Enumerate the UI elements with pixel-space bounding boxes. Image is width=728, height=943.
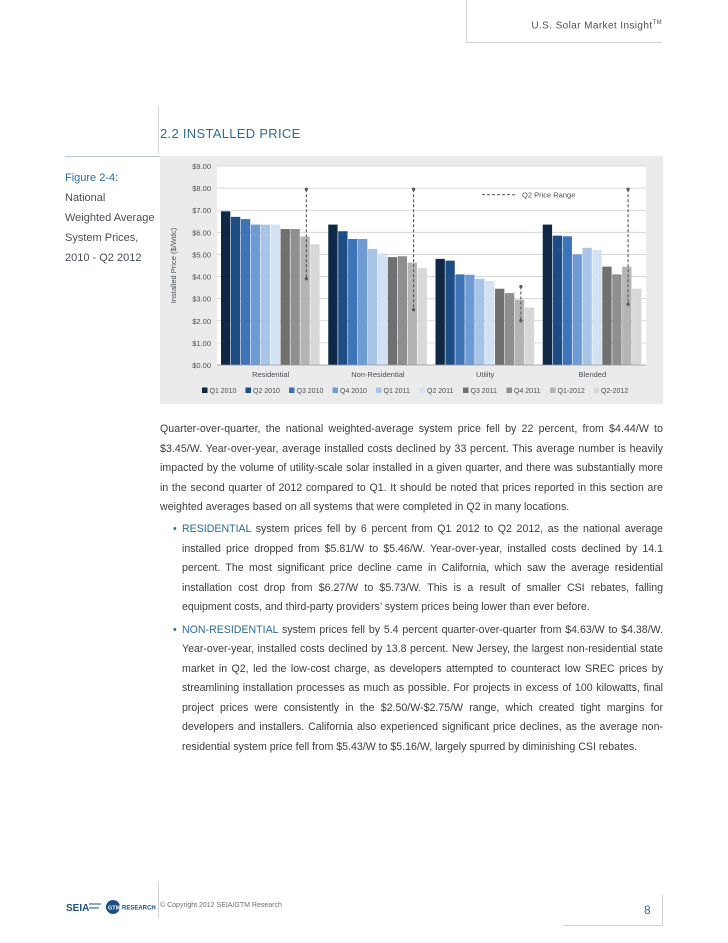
page-number-rule-horizontal (563, 925, 663, 926)
category-label: Non-Residential (351, 370, 405, 379)
page-number: 8 (644, 903, 651, 917)
legend-label: Q3 2010 (296, 388, 324, 395)
chart-panel (160, 156, 663, 404)
caption-line: Weighted Average (65, 212, 155, 224)
legend-swatch (289, 388, 295, 394)
gtm-research-logo (106, 899, 156, 920)
bar (251, 225, 260, 365)
legend-label: Q2 2011 (427, 388, 454, 395)
bar (495, 289, 504, 365)
legend-swatch (333, 388, 339, 394)
category-label: Utility (475, 370, 495, 379)
trademark-mark: TM (652, 20, 662, 26)
bullet-lead: NON-RESIDENTIAL (182, 623, 279, 636)
section-divider (158, 106, 159, 154)
y-tick-label: $1.00 (192, 338, 211, 348)
legend-swatch (463, 388, 469, 394)
section-title: 2.2 INSTALLED PRICE (160, 126, 301, 141)
y-tick-label: $9.00 (192, 162, 211, 171)
gtm-logo-text: RESEARCH (122, 905, 156, 912)
bar (310, 244, 319, 365)
y-tick-label: $5.00 (192, 250, 211, 260)
y-tick-label: $4.00 (192, 272, 211, 282)
y-tick-label: $8.00 (192, 184, 211, 194)
bullet-text: system prices fell by 6 percent from Q1 2012 to Q2 2012, as the national average installed price dropped from $5.81/W to $5.46/W. Year-over-year, installed costs declined by 14.1 percent. The most significant price decline came in California, which saw the average residential installation cost drop from $6.27/W to $5.73/W. This is a result of smaller CSI rebates, falling equipment costs, and third-party providers’ system prices being lower than ever before. (182, 523, 663, 613)
bar (485, 281, 494, 365)
bar (241, 219, 250, 365)
price-chart (160, 156, 663, 404)
bar (300, 237, 309, 365)
bullet-list (160, 520, 663, 760)
bar (445, 261, 454, 365)
bullet-text: system prices fell by 5.4 percent quarter-over-quarter from $4.63/W to $4.38/W. Year-over-year, installed costs declined by 13.8 percent. New Jersey, the largest non-residential state market in Q2, led the low-cost charge, as developers attempted to counteract low SREC prices by streamlining installation processes as much as possible. For projects in excess of 100 kilowatts, final project prices were consistently in the $2.50/W-$2.75/W range, which created tight margins for developers and installers. California also experienced significant price declines, as the average non-residential system price fell from $5.43/W to $5.16/W, largely spurred by diminishing CSI rebates. (182, 623, 663, 753)
y-tick-label: $3.00 (192, 294, 211, 304)
bar (622, 267, 631, 365)
category-label: Residential (252, 370, 290, 379)
seia-logo (65, 899, 103, 920)
bar (582, 248, 591, 365)
bar (573, 254, 582, 365)
bar (632, 289, 641, 365)
list-item (160, 520, 663, 618)
bar (465, 275, 474, 365)
bar (231, 217, 240, 365)
legend-swatch (550, 388, 556, 394)
price-range-high-marker (519, 285, 522, 288)
bar (602, 267, 611, 365)
seia-logo-text: SEIA (66, 903, 90, 914)
y-tick-label: $2.00 (192, 316, 211, 326)
bar (398, 256, 407, 365)
header-divider-vertical (466, 0, 467, 43)
y-tick-label: $6.00 (192, 228, 211, 238)
running-header-title: U.S. Solar Market Insight (531, 20, 653, 32)
bar (543, 225, 552, 365)
legend-swatch (507, 388, 513, 394)
running-header (531, 20, 662, 31)
legend-label: Q1-2012 (557, 388, 585, 395)
bar (290, 229, 299, 365)
legend-label: Q1 2011 (383, 388, 410, 395)
legend-swatch (246, 388, 252, 394)
price-range-low-marker (627, 303, 630, 306)
bar (408, 263, 417, 365)
bullet-icon: • (173, 523, 177, 535)
price-range-high-marker (305, 188, 308, 191)
bar (612, 274, 621, 365)
page-number-rule-vertical (662, 895, 663, 925)
bar (455, 274, 464, 365)
bar (592, 250, 601, 365)
bar (553, 236, 562, 365)
bar (348, 239, 357, 365)
bar (328, 225, 337, 365)
bar (563, 236, 572, 365)
y-tick-label: $7.00 (192, 206, 211, 216)
bar (271, 225, 280, 365)
list-item (160, 621, 663, 758)
caption-line: System Prices, (65, 232, 139, 244)
gtm-logo-mark: GTM (108, 905, 121, 912)
bar (388, 257, 397, 365)
bar (221, 211, 230, 365)
legend-swatch (202, 388, 208, 394)
y-axis-label: Installed Price ($/Wdc) (169, 227, 178, 304)
bar (358, 239, 367, 365)
bullet-lead: RESIDENTIAL (182, 523, 252, 535)
y-tick-label: $0.00 (192, 361, 211, 370)
caption-line: 2010 - Q2 2012 (65, 252, 142, 264)
range-legend-label: Q2 Price Range (522, 190, 576, 200)
bar (515, 300, 524, 365)
bar (525, 308, 534, 365)
figure-label: Figure 2-4: (65, 172, 119, 184)
bar (505, 293, 514, 365)
bullet-icon: • (173, 623, 177, 636)
legend-label: Q2-2012 (601, 388, 629, 395)
category-label: Blended (578, 370, 607, 379)
price-range-low-marker (305, 277, 308, 280)
caption-line: National (65, 192, 106, 204)
bar (261, 225, 270, 365)
price-range-low-marker (412, 308, 415, 311)
footer-divider (158, 882, 159, 918)
bar (436, 259, 445, 365)
legend-label: Q4 2010 (340, 388, 367, 395)
bar (378, 253, 387, 365)
copyright-notice: © Copyright 2012 SEIA/GTM Research (160, 902, 282, 909)
bar (475, 279, 484, 365)
legend-swatch (376, 388, 382, 394)
bar (418, 268, 427, 365)
body-paragraph: Quarter-over-quarter, the national weighted-average system price fell by 22 percent, from $4.44/W to $3.45/W. Year-over-year, average installed costs declined by 33 percent. This average number is heavily impacted by the volume of utility-scale solar installed in a given quarter, and there was substantially more in the second quarter of 2012 compared to Q1. It should be noted that prices reported in this section are weighted averages based on all systems that were completed in Q2 in many locations. (160, 423, 663, 513)
price-range-high-marker (412, 188, 415, 191)
price-range-high-marker (627, 188, 630, 191)
bar (338, 231, 347, 365)
bar (368, 249, 377, 365)
bar (281, 229, 290, 365)
legend-swatch (420, 388, 426, 394)
legend-label: Q3 2011 (470, 388, 497, 395)
legend-label: Q1 2010 (209, 388, 237, 395)
price-range-low-marker (519, 319, 522, 322)
legend-label: Q4 2011 (514, 388, 541, 395)
figure-caption (65, 168, 157, 268)
legend-swatch (594, 388, 600, 394)
header-divider-horizontal (466, 42, 662, 43)
legend-label: Q2 2010 (253, 388, 280, 395)
